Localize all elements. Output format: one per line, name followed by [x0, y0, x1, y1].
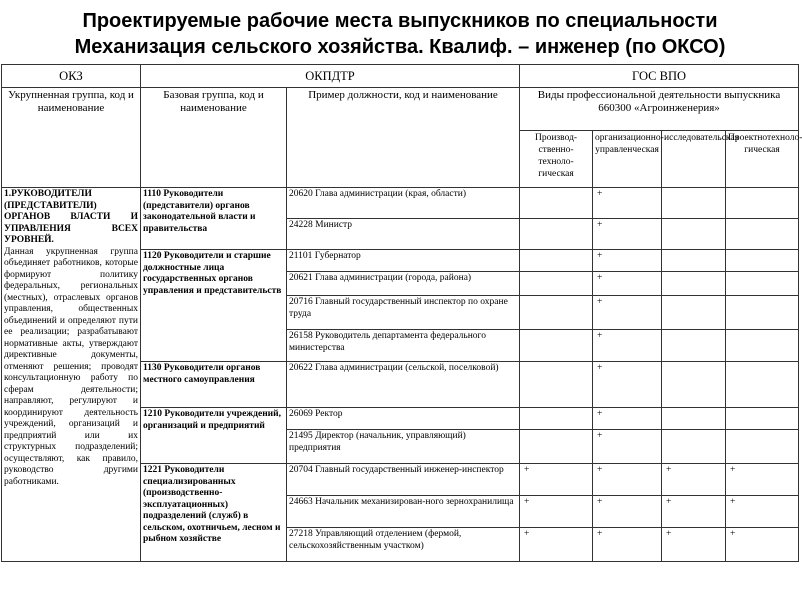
- mark-cell: [726, 272, 799, 296]
- mark-cell: +: [593, 528, 662, 562]
- title-line-1: Проектируемые рабочие места выпускников по специальности: [82, 10, 718, 32]
- mark-cell: [520, 408, 593, 430]
- okz-group-cell: [2, 188, 141, 562]
- header-activity-design: Проектнотехноло-гическая: [726, 131, 799, 188]
- position-cell: 20622 Глава администрации (сельской, поселковой): [287, 362, 520, 408]
- base-group-cell: 1130 Руководители органов местного самоуправления: [141, 362, 287, 408]
- mark-cell: +: [593, 408, 662, 430]
- position-cell: 20716 Главный государственный инспектор по охране труда: [287, 296, 520, 330]
- mark-cell: [520, 430, 593, 464]
- okz-group-title: 1.РУКОВОДИТЕЛИ (ПРЕДСТАВИТЕЛИ) ОРГАНОВ ВЛАСТИ И УПРАВЛЕНИЯ ВСЕХ УРОВНЕЙ.: [4, 189, 138, 245]
- mark-cell: [726, 430, 799, 464]
- mark-cell: +: [726, 496, 799, 528]
- mark-cell: +: [593, 272, 662, 296]
- header-okz: ОКЗ: [2, 65, 141, 88]
- title-line-2: Механизация сельского хозяйства. Квалиф. – инженер (по ОКСО): [74, 36, 726, 58]
- mark-cell: [726, 219, 799, 250]
- position-cell: 21495 Директор (начальник, управляющий) предприятия: [287, 430, 520, 464]
- mark-cell: +: [662, 464, 726, 496]
- header-gos: ГОС ВПО: [520, 65, 799, 88]
- mark-cell: +: [662, 496, 726, 528]
- mark-cell: [662, 330, 726, 362]
- mark-cell: +: [593, 464, 662, 496]
- mark-cell: +: [520, 528, 593, 562]
- mark-cell: [662, 250, 726, 272]
- mark-cell: [520, 188, 593, 219]
- header-row-1: [2, 65, 799, 88]
- mark-cell: [520, 250, 593, 272]
- mark-cell: +: [593, 330, 662, 362]
- okz-group-description: Данная укрупненная группа объединяет работников, которые формируют политику федеральных, региональных (местных), отраслевых органов управления, общественных объединений и определяют пути ее реализации; разрабатывают нормативные акты, утверждают директивные документы, отменяют решения; проводят консультационную работу по сферам деятельности; направляют, регулируют и координируют деятельность учреждений, организаций и предприятий или их структурных подразделений; осуществляют, как правило, руководство другими работниками.: [4, 246, 138, 487]
- mark-cell: [520, 272, 593, 296]
- mark-cell: +: [520, 496, 593, 528]
- mark-cell: +: [726, 464, 799, 496]
- occupations-table: [1, 64, 802, 562]
- mark-cell: +: [662, 528, 726, 562]
- position-cell: 20620 Глава администрации (края, области): [287, 188, 520, 219]
- position-cell: 24228 Министр: [287, 219, 520, 250]
- mark-cell: [662, 408, 726, 430]
- header-activity-types: Виды профессиональной деятельности выпускника 660300 «Агроинженерия»: [520, 88, 799, 131]
- header-example-position: Пример должности, код и наименование: [287, 88, 520, 188]
- mark-cell: [662, 188, 726, 219]
- mark-cell: [520, 219, 593, 250]
- mark-cell: [726, 250, 799, 272]
- mark-cell: [662, 362, 726, 408]
- base-group-cell: 1120 Руководители и старшие должностные лица государственных органов управления и представительств: [141, 250, 287, 362]
- mark-cell: [520, 330, 593, 362]
- mark-cell: [520, 362, 593, 408]
- mark-cell: [662, 296, 726, 330]
- mark-cell: +: [593, 188, 662, 219]
- mark-cell: [662, 219, 726, 250]
- mark-cell: +: [593, 496, 662, 528]
- header-activity-production: Производ-ственно-техноло-гическая: [520, 131, 593, 188]
- base-group-cell: 1221 Руководители специализированных (производственно-эксплуатационных) подразделений (служб) в сельском, охотничьем, лесном и рыбном хозяйстве: [141, 464, 287, 562]
- table-row: [2, 188, 799, 219]
- header-okpdtr: ОКПДТР: [141, 65, 520, 88]
- mark-cell: +: [593, 296, 662, 330]
- mark-cell: [726, 408, 799, 430]
- mark-cell: [662, 272, 726, 296]
- mark-cell: +: [593, 430, 662, 464]
- mark-cell: +: [520, 464, 593, 496]
- mark-cell: [520, 296, 593, 330]
- header-row-2: [2, 88, 799, 131]
- header-base-group: Базовая группа, код и наименование: [141, 88, 287, 188]
- mark-cell: [726, 188, 799, 219]
- header-activity-management: организационно-управленческая: [593, 131, 662, 188]
- mark-cell: [726, 330, 799, 362]
- mark-cell: +: [593, 250, 662, 272]
- mark-cell: +: [593, 219, 662, 250]
- position-cell: 20704 Главный государственный инженер-инспектор: [287, 464, 520, 496]
- mark-cell: [726, 296, 799, 330]
- mark-cell: [726, 362, 799, 408]
- position-cell: 27218 Управляющий отделением (фермой, сельскохозяйственным участком): [287, 528, 520, 562]
- page-title: [0, 8, 800, 60]
- position-cell: 21101 Губернатор: [287, 250, 520, 272]
- mark-cell: [662, 430, 726, 464]
- base-group-cell: 1110 Руководители (представители) органов законодательной власти и правительства: [141, 188, 287, 250]
- base-group-cell: 1210 Руководители учреждений, организаций и предприятий: [141, 408, 287, 464]
- position-cell: 26158 Руководитель департамента федерального министерства: [287, 330, 520, 362]
- position-cell: 20621 Глава администрации (города, района): [287, 272, 520, 296]
- header-activity-research: исследовательская: [662, 131, 726, 188]
- mark-cell: +: [726, 528, 799, 562]
- header-enlarged-group: Укрупненная группа, код и наименование: [2, 88, 141, 188]
- position-cell: 24663 Начальник механизирован-ного зернохранилища: [287, 496, 520, 528]
- mark-cell: +: [593, 362, 662, 408]
- position-cell: 26069 Ректор: [287, 408, 520, 430]
